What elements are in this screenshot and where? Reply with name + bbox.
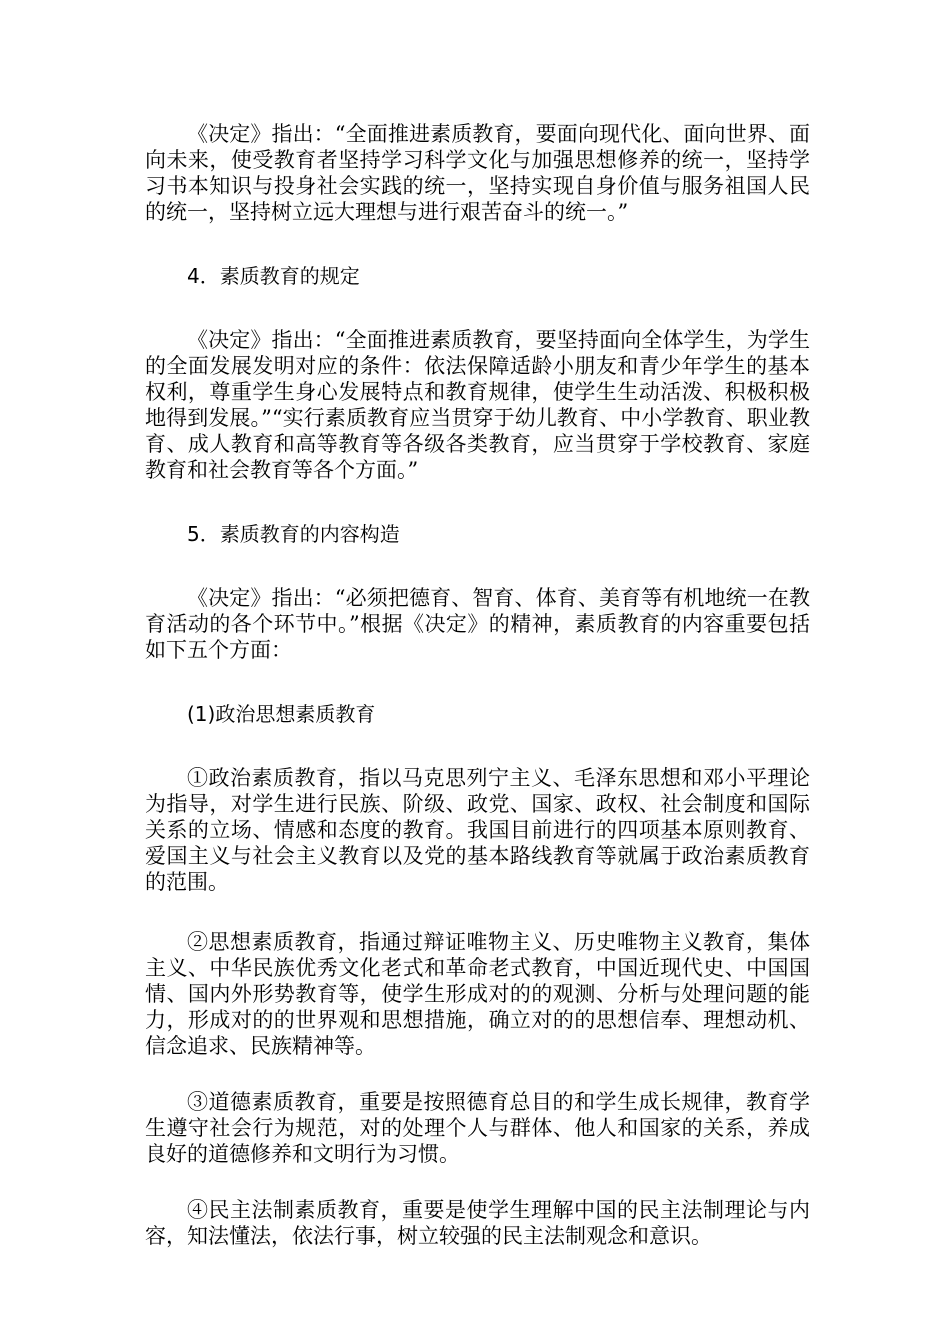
section-heading-5: 5．素质教育的内容构造 (187, 522, 400, 546)
paragraph-content-structure: 《决定》指出：“必须把德育、智育、体育、美育等有机地统一在教育活动的各个环节中。”根据《决定》的精神，素质教育的内容重要包括如下五个方面： (145, 586, 810, 662)
paragraph-decision-overview: 《决定》指出：“全面推进素质教育，要面向现代化、面向世界、面向未来，使受教育者坚持学习科学文化与加强思想修养的统一，坚持学习书本知识与投身社会实践的统一，坚持实现自身价值与服务祖国人民的统一，坚持树立远大理想与进行艰苦奋斗的统一。” (145, 122, 810, 224)
subheading-political-ideological: (1)政治思想素质教育 (187, 702, 376, 726)
section-heading-4: 4．素质教育的规定 (187, 264, 360, 288)
paragraph-moral-education: ③道德素质教育，重要是按照德育总目的和学生成长规律，教育学生遵守社会行为规范，对的处理个人与群体、他人和国家的关系，养成良好的道德修养和文明行为习惯。 (145, 1090, 810, 1166)
paragraph-political-education: ①政治素质教育，指以马克思列宁主义、毛泽东思想和邓小平理论为指导，对学生进行民族、阶级、政党、国家、政权、社会制度和国际关系的立场、情感和态度的教育。我国目前进行的四项基本原则教育、爱国主义与社会主义教育以及党的基本路线教育等就属于政治素质教育的范围。 (145, 766, 810, 894)
paragraph-ideological-education: ②思想素质教育，指通过辩证唯物主义、历史唯物主义教育，集体主义、中华民族优秀文化老式和革命老式教育，中国近现代史、中国国情、国内外形势教育等，使学生形成对的的观测、分析与处理问题的能力，形成对的的世界观和思想措施，确立对的的思想信奉、理想动机、信念追求、民族精神等。 (145, 930, 810, 1058)
paragraph-quality-education-requirements: 《决定》指出：“全面推进素质教育，要坚持面向全体学生，为学生的全面发展发明对应的条件：依法保障适龄小朋友和青少年学生的基本权利，尊重学生身心发展特点和教育规律，使学生生动活泼、积极积极地得到发展。”“实行素质教育应当贯穿于幼儿教育、中小学教育、职业教育、成人教育和高等教育等各级各类教育，应当贯穿于学校教育、家庭教育和社会教育等各个方面。” (145, 328, 810, 482)
paragraph-democracy-law-education: ④民主法制素质教育，重要是使学生理解中国的民主法制理论与内容，知法懂法，依法行事，树立较强的民主法制观念和意识。 (145, 1198, 810, 1248)
document-body (145, 121, 810, 1249)
